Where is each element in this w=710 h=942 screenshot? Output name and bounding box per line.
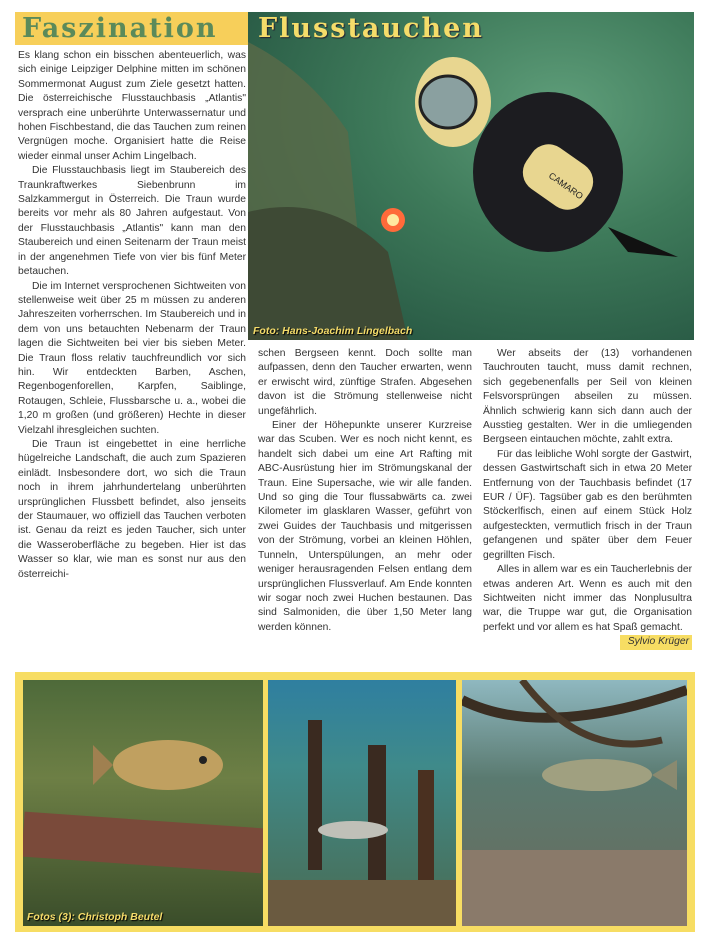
- paragraph: [483, 563, 692, 648]
- diver-illustration: [248, 12, 694, 340]
- paragraph: Die im Internet versprochenen Sichtweiten von stellenweise weit über 25 m müssen zu anderen Jahreszeiten vorherrschen. Im Staubereich und in dem von uns betauchten Nebenarm der Traun lagen die Sichtweiten bei vier bis sieben Meter. Die Traun floss relativ tauchfreundlich vor sich hin. Wir entdeckten Barben, Aschen, Regenbogenforellen, Karpfen, Saiblinge, Rotaugen, Schleie, Flussbarsche u. a., wobei die 1,20 m großen (und größeren) Hechte in dieser Vielzahl ihresgleichen suchten.: [18, 280, 246, 436]
- article-column-1: [18, 49, 246, 582]
- title-part-1: Faszination: [22, 13, 218, 44]
- paragraph: Die Traun ist eingebettet in eine herrliche hügelreiche Landschaft, die auch zum Spazieren einlädt. Insbesondere dort, wo sich die Traun noch in ihrem jahrhundertelang unberührten ursprünglichen Flussbett befindet, also jenseits der Staumauer, wo offiziell das Tauchen verboten ist. Genau da reizt es jeden Taucher, sich unter die Wasseroberfläche zu begeben. Hier ist das Wasser so klar, wie man es sonst nur aus den österreichi-: [18, 438, 246, 580]
- fish-roots-photo: [462, 680, 687, 926]
- top-photo-credit: Foto: Hans-Joachim Lingelbach: [253, 325, 413, 337]
- tree-stumps-photo: [268, 680, 456, 926]
- diver-photo: [248, 12, 694, 340]
- title-part-2: Flusstauchen: [258, 13, 484, 44]
- perch-photo: [23, 680, 263, 926]
- paragraph-text: Alles in allem war es ein Taucherlebnis der etwas anderen Art. Wenn es auch mit den Sichtweiten nicht immer das Nonplusultra war, die Truppe war gut, die Organisation perfekt und vor allem es hat Spaß gemacht.: [483, 564, 692, 633]
- paragraph: Die Flusstauchbasis liegt im Staubereich des Traunkraftwerkes Siebenbrunn im Salzkammergut in Österreich. Die Traun wurde bereits vor mehr als 80 Jahren aufgestaut. Von der Flusstauchbasis „Atlantis" kann man den Staubereich und einen Seitenarm der Traun meist in der angenehmen Tiefe von vier bis fünf Meter betauchen.: [18, 165, 246, 278]
- paragraph: Wer abseits der (13) vorhandenen Tauchrouten taucht, muss damit rechnen, sich gegebenenfalls per Seil von kleinen Felsvorsprüngen abseilen zu müssen. Ähnlich schwierig kann sich dann auch der Ausstieg gestalten. Wer in die umliegenden Bergseen eintauchen möchte, zahlt extra.: [483, 348, 692, 446]
- paragraph: Für das leibliche Wohl sorgte der Gastwirt, dessen Gastwirtschaft sich in etwa 20 Meter Entfernung von der Tauchbasis befindet (17 EUR / ÜF). Tagsüber gab es den berühmten Stöckerlfisch, einen auf einem Stück Holz aufgesteckten, vermutlich frisch in der Traun gefangenen und später über dem Feuer gegrillten Fisch.: [483, 448, 692, 561]
- paragraph: Es klang schon ein bisschen abenteuerlich, was sich einige Leipziger Delphine mitten im schönen Sommermonat August zum Ziele gesetzt hatten. Die österreichische Flusstauchbasis „Atlantis" versprach eine unberührte Unterwassernatur und hohen Fischbestand, die das Tauchen zum reinen Vergnügen moche. Organisiert hatte die Reise wieder einmal unser Achim Lingelbach.: [18, 50, 246, 162]
- bottom-photo-credit: Fotos (3): Christoph Beutel: [27, 911, 163, 923]
- author-name: Sylvio Krüger: [620, 635, 692, 649]
- article-column-3: [483, 347, 692, 650]
- camaro-label: CAMARO: [546, 170, 585, 202]
- paragraph: schen Bergseen kennt. Doch sollte man aufpassen, denn den Taucher erwarten, wenn er erwischt wird, zünftige Strafen. Abgesehen davon ist die Strömung stellenweise nicht ungefährlich.: [258, 348, 472, 417]
- article-column-2: [258, 347, 472, 635]
- paragraph: Einer der Höhepunkte unserer Kurzreise war das Scuben. Wer es noch nicht kennt, es handelt sich dabei um eine Art Rafting mit ABC-Ausrüstung hier im Strömungskanal der Traun. Eine Supersache, wie wir alle fanden. Und so ging die Tour flussabwärts ca. zwei Kilometer im glasklaren Wasser, geführt von zwei Guides der Tauchbasis und mitgerissen von der Strömung, vorbei an kleinen Höhlen, Tunneln, Unterspülungen, an mehr oder weniger herausragenden Felsen entlang dem ursprünglichen Flussverlauf. Am Ende konnten wir sogar noch zwei Huchen bestaunen. Das sind Salmoniden, die über 1,50 Meter lang werden können.: [258, 420, 472, 633]
